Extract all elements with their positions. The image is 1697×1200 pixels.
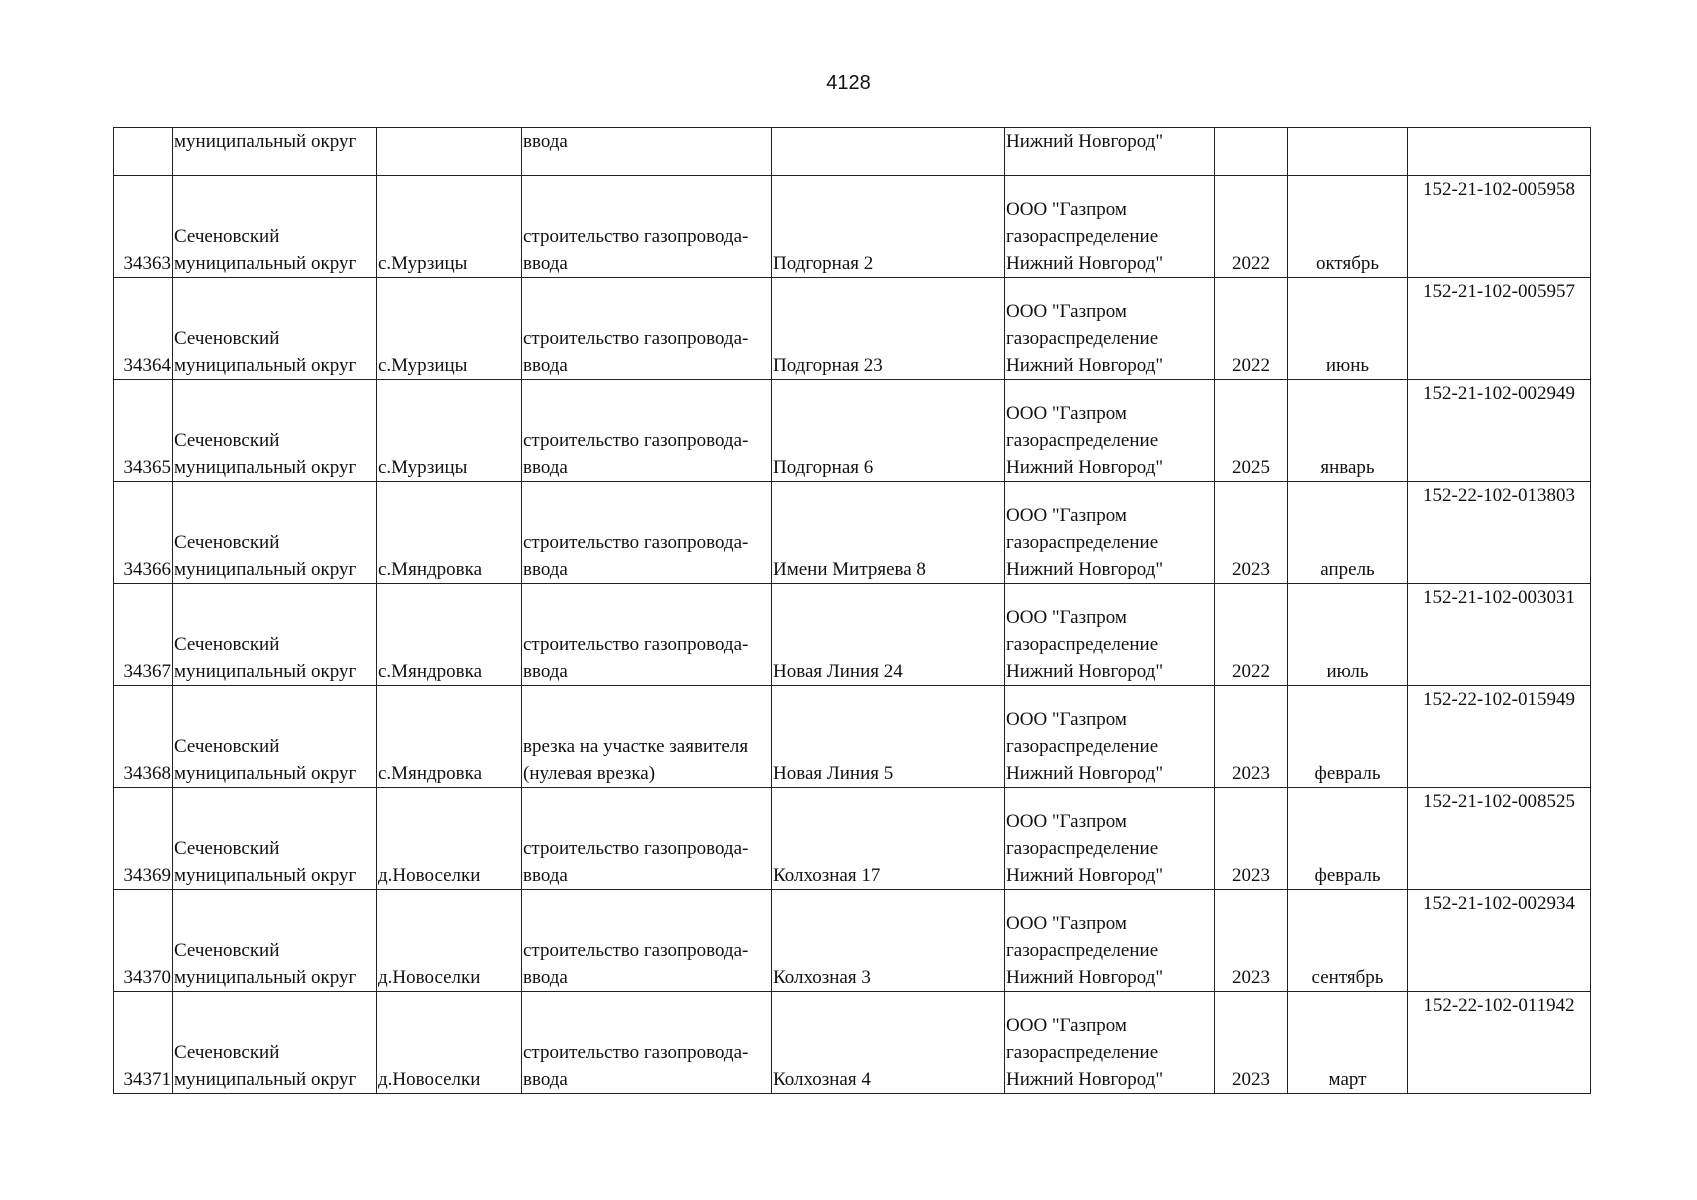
cell-code: [1408, 380, 1591, 482]
num-text: 34365: [123, 457, 171, 478]
num-text: 34364: [123, 355, 171, 376]
cell-place: [377, 686, 522, 788]
cell-org: [1005, 584, 1215, 686]
work-line: ввода: [523, 559, 568, 580]
code-text: 152-22-102-011942: [1423, 995, 1575, 1016]
work-line: строительство газопровода-: [523, 838, 749, 859]
table-row: [114, 584, 1591, 686]
district-line: Сеченовский: [174, 1042, 280, 1063]
district-line: Сеченовский: [174, 328, 280, 349]
cell-street: [772, 788, 1005, 890]
gasification-table: [113, 127, 1591, 1094]
org-line: ООО "Газпром: [1006, 811, 1127, 832]
code-text: 152-21-102-002949: [1423, 383, 1575, 404]
year-text: 2023: [1232, 559, 1270, 580]
org-line: Нижний Новгород": [1006, 559, 1164, 580]
num-text: 34371: [123, 1069, 171, 1090]
cell-month: [1288, 482, 1408, 584]
org-line: Нижний Новгород": [1006, 253, 1164, 274]
year-text: 2025: [1232, 457, 1270, 478]
district-line: муниципальный округ: [174, 967, 357, 988]
work-line: строительство газопровода-: [523, 226, 749, 247]
street-text: Колхозная 17: [773, 865, 881, 886]
org-line: газораспределение: [1006, 226, 1159, 247]
cell-street: [772, 482, 1005, 584]
code-text: 152-22-102-013803: [1423, 485, 1575, 506]
month-text: март: [1328, 1069, 1367, 1090]
street-text: Новая Линия 5: [773, 763, 894, 784]
month-text: февраль: [1314, 763, 1381, 784]
cell-district: [173, 584, 377, 686]
org-line: газораспределение: [1006, 430, 1159, 451]
cell-org: [1005, 890, 1215, 992]
table-row: [114, 278, 1591, 380]
cell-year: [1215, 890, 1288, 992]
cell-place: [377, 380, 522, 482]
org-line: ООО "Газпром: [1006, 199, 1127, 220]
work-line: ввода: [523, 661, 568, 682]
month-text: июль: [1326, 661, 1369, 682]
org-line: Нижний Новгород": [1006, 865, 1164, 886]
cell-org: [1005, 686, 1215, 788]
cell-district: [173, 686, 377, 788]
cell-code: [1408, 176, 1591, 278]
table-row: [114, 482, 1591, 584]
work-line: строительство газопровода-: [523, 634, 749, 655]
num-text: 34370: [123, 967, 171, 988]
org-line: ООО "Газпром: [1006, 913, 1127, 934]
cell-work: [522, 380, 772, 482]
cell-code: [1408, 686, 1591, 788]
district-line: муниципальный округ: [174, 253, 357, 274]
work-line: (нулевая врезка): [523, 763, 656, 784]
cell-code: [1408, 890, 1591, 992]
cell-street: [772, 278, 1005, 380]
work-line: ввода: [523, 457, 568, 478]
cell-year: [1215, 992, 1288, 1094]
org-line: газораспределение: [1006, 838, 1159, 859]
month-text: сентябрь: [1311, 967, 1384, 988]
org-line: газораспределение: [1006, 532, 1159, 553]
work-line: ввода: [523, 865, 568, 886]
cell-num: [114, 686, 173, 788]
org-line: ООО "Газпром: [1006, 403, 1127, 424]
cell-street: [772, 584, 1005, 686]
street-text: Подгорная 2: [773, 253, 874, 274]
cell-org: [1005, 176, 1215, 278]
cell-org: [1005, 482, 1215, 584]
org-line: Нижний Новгород": [1006, 457, 1164, 478]
cell-year: [1215, 176, 1288, 278]
cell-place: [377, 992, 522, 1094]
org-line: ООО "Газпром: [1006, 301, 1127, 322]
cell-district: [173, 176, 377, 278]
org-line: газораспределение: [1006, 328, 1159, 349]
cell-street: [772, 686, 1005, 788]
cell-code: [1408, 584, 1591, 686]
cell-place: [377, 788, 522, 890]
cell-num: [114, 584, 173, 686]
year-text: 2023: [1232, 967, 1270, 988]
place-text: с.Мурзицы: [378, 355, 468, 376]
cell-year: [1215, 278, 1288, 380]
district-line: муниципальный округ: [174, 661, 357, 682]
cell-year: [1215, 380, 1288, 482]
district-line: Сеченовский: [174, 940, 280, 961]
cell-num: [114, 482, 173, 584]
num-text: 34366: [123, 559, 171, 580]
org-line: газораспределение: [1006, 736, 1159, 757]
work-line: ввода: [523, 253, 568, 274]
cell-org: [1005, 992, 1215, 1094]
year-text: 2022: [1232, 661, 1270, 682]
cell-street: [772, 992, 1005, 1094]
cell-work: [522, 278, 772, 380]
cell-street: [772, 128, 1005, 176]
work-line: строительство газопровода-: [523, 430, 749, 451]
code-text: 152-21-102-008525: [1423, 791, 1575, 812]
cell-district: [173, 788, 377, 890]
street-text: Имени Митряева 8: [773, 559, 926, 580]
district-line: Сеченовский: [174, 838, 280, 859]
month-text: июнь: [1325, 355, 1370, 376]
month-text: апрель: [1320, 559, 1375, 580]
cell-place: [377, 176, 522, 278]
cell-year: [1215, 482, 1288, 584]
code-text: 152-21-102-003031: [1423, 587, 1575, 608]
place-text: с.Мурзицы: [378, 253, 468, 274]
cell-month: [1288, 890, 1408, 992]
org-line: газораспределение: [1006, 634, 1159, 655]
cell-org: [1005, 128, 1215, 176]
table-row: [114, 380, 1591, 482]
cell-district: [173, 482, 377, 584]
work-text: ввода: [523, 131, 568, 152]
cell-district: [173, 380, 377, 482]
cell-year: [1215, 686, 1288, 788]
num-text: 34368: [123, 763, 171, 784]
cell-street: [772, 176, 1005, 278]
cell-place: [377, 584, 522, 686]
place-text: с.Мяндровка: [378, 763, 482, 784]
district-line: муниципальный округ: [174, 457, 357, 478]
district-text: муниципальный округ: [174, 131, 357, 152]
street-text: Колхозная 4: [773, 1069, 871, 1090]
cell-work: [522, 788, 772, 890]
org-line: Нижний Новгород": [1006, 355, 1164, 376]
table-row: [114, 686, 1591, 788]
cell-num: [114, 176, 173, 278]
cell-num: [114, 890, 173, 992]
org-text: Нижний Новгород": [1006, 131, 1164, 152]
cell-district: [173, 128, 377, 176]
org-line: Нижний Новгород": [1006, 967, 1164, 988]
year-text: 2022: [1232, 253, 1270, 274]
month-text: октябрь: [1315, 253, 1380, 274]
district-line: муниципальный округ: [174, 865, 357, 886]
org-line: Нижний Новгород": [1006, 661, 1164, 682]
code-text: 152-21-102-002934: [1423, 893, 1575, 914]
cell-place: [377, 890, 522, 992]
org-line: ООО "Газпром: [1006, 709, 1127, 730]
cell-code: [1408, 992, 1591, 1094]
cell-year: [1215, 584, 1288, 686]
cell-org: [1005, 788, 1215, 890]
place-text: с.Мурзицы: [378, 457, 468, 478]
cell-month: [1288, 584, 1408, 686]
cell-district: [173, 278, 377, 380]
year-text: 2023: [1232, 865, 1270, 886]
street-text: Новая Линия 24: [773, 661, 903, 682]
work-line: врезка на участке заявителя: [523, 736, 749, 757]
num-text: 34363: [123, 253, 171, 274]
cell-year: [1215, 128, 1288, 176]
street-text: Подгорная 23: [773, 355, 883, 376]
district-line: Сеченовский: [174, 430, 280, 451]
year-text: 2023: [1232, 1069, 1270, 1090]
place-text: с.Мяндровка: [378, 559, 482, 580]
cell-month: [1288, 992, 1408, 1094]
table-row: [114, 788, 1591, 890]
cell-district: [173, 992, 377, 1094]
district-line: Сеченовский: [174, 226, 280, 247]
cell-place: [377, 482, 522, 584]
cell-num: [114, 788, 173, 890]
cell-work: [522, 482, 772, 584]
cell-code: [1408, 278, 1591, 380]
cell-num: [114, 380, 173, 482]
cell-month: [1288, 788, 1408, 890]
org-line: Нижний Новгород": [1006, 1069, 1164, 1090]
district-line: муниципальный округ: [174, 763, 357, 784]
table-row-continuation: [114, 128, 1591, 176]
cell-org: [1005, 380, 1215, 482]
code-text: 152-21-102-005957: [1423, 281, 1575, 302]
cell-num: [114, 992, 173, 1094]
place-text: с.Мяндровка: [378, 661, 482, 682]
work-line: ввода: [523, 1069, 568, 1090]
work-line: строительство газопровода-: [523, 940, 749, 961]
district-line: Сеченовский: [174, 532, 280, 553]
cell-month: [1288, 380, 1408, 482]
num-text: 34369: [123, 865, 171, 886]
year-text: 2022: [1232, 355, 1270, 376]
cell-place: [377, 128, 522, 176]
org-line: ООО "Газпром: [1006, 505, 1127, 526]
district-line: Сеченовский: [174, 736, 280, 757]
cell-num: [114, 128, 173, 176]
cell-work: [522, 686, 772, 788]
street-text: Колхозная 3: [773, 967, 871, 988]
cell-district: [173, 890, 377, 992]
district-line: муниципальный округ: [174, 1069, 357, 1090]
cell-month: [1288, 176, 1408, 278]
org-line: ООО "Газпром: [1006, 1015, 1127, 1036]
district-line: Сеченовский: [174, 634, 280, 655]
table-row: [114, 176, 1591, 278]
cell-num: [114, 278, 173, 380]
org-line: газораспределение: [1006, 1042, 1159, 1063]
org-line: Нижний Новгород": [1006, 763, 1164, 784]
cell-work: [522, 992, 772, 1094]
cell-street: [772, 380, 1005, 482]
cell-street: [772, 890, 1005, 992]
place-text: д.Новоселки: [378, 865, 481, 886]
cell-month: [1288, 278, 1408, 380]
work-line: строительство газопровода-: [523, 1042, 749, 1063]
month-text: февраль: [1314, 865, 1381, 886]
table-row: [114, 890, 1591, 992]
cell-code: [1408, 128, 1591, 176]
work-line: ввода: [523, 355, 568, 376]
year-text: 2023: [1232, 763, 1270, 784]
district-line: муниципальный округ: [174, 355, 357, 376]
place-text: д.Новоселки: [378, 1069, 481, 1090]
num-text: 34367: [123, 661, 171, 682]
table-body: [114, 128, 1591, 1094]
district-line: муниципальный округ: [174, 559, 357, 580]
work-line: ввода: [523, 967, 568, 988]
cell-code: [1408, 788, 1591, 890]
cell-month: [1288, 686, 1408, 788]
cell-year: [1215, 788, 1288, 890]
work-line: строительство газопровода-: [523, 328, 749, 349]
month-text: январь: [1320, 457, 1375, 478]
page-number: 4128: [826, 72, 871, 94]
cell-work: [522, 890, 772, 992]
street-text: Подгорная 6: [773, 457, 874, 478]
code-text: 152-22-102-015949: [1423, 689, 1575, 710]
org-line: ООО "Газпром: [1006, 607, 1127, 628]
cell-work: [522, 584, 772, 686]
code-text: 152-21-102-005958: [1423, 179, 1575, 200]
org-line: газораспределение: [1006, 940, 1159, 961]
cell-place: [377, 278, 522, 380]
work-line: строительство газопровода-: [523, 532, 749, 553]
cell-work: [522, 128, 772, 176]
cell-code: [1408, 482, 1591, 584]
table-row: [114, 992, 1591, 1094]
place-text: д.Новоселки: [378, 967, 481, 988]
cell-work: [522, 176, 772, 278]
cell-org: [1005, 278, 1215, 380]
cell-month: [1288, 128, 1408, 176]
